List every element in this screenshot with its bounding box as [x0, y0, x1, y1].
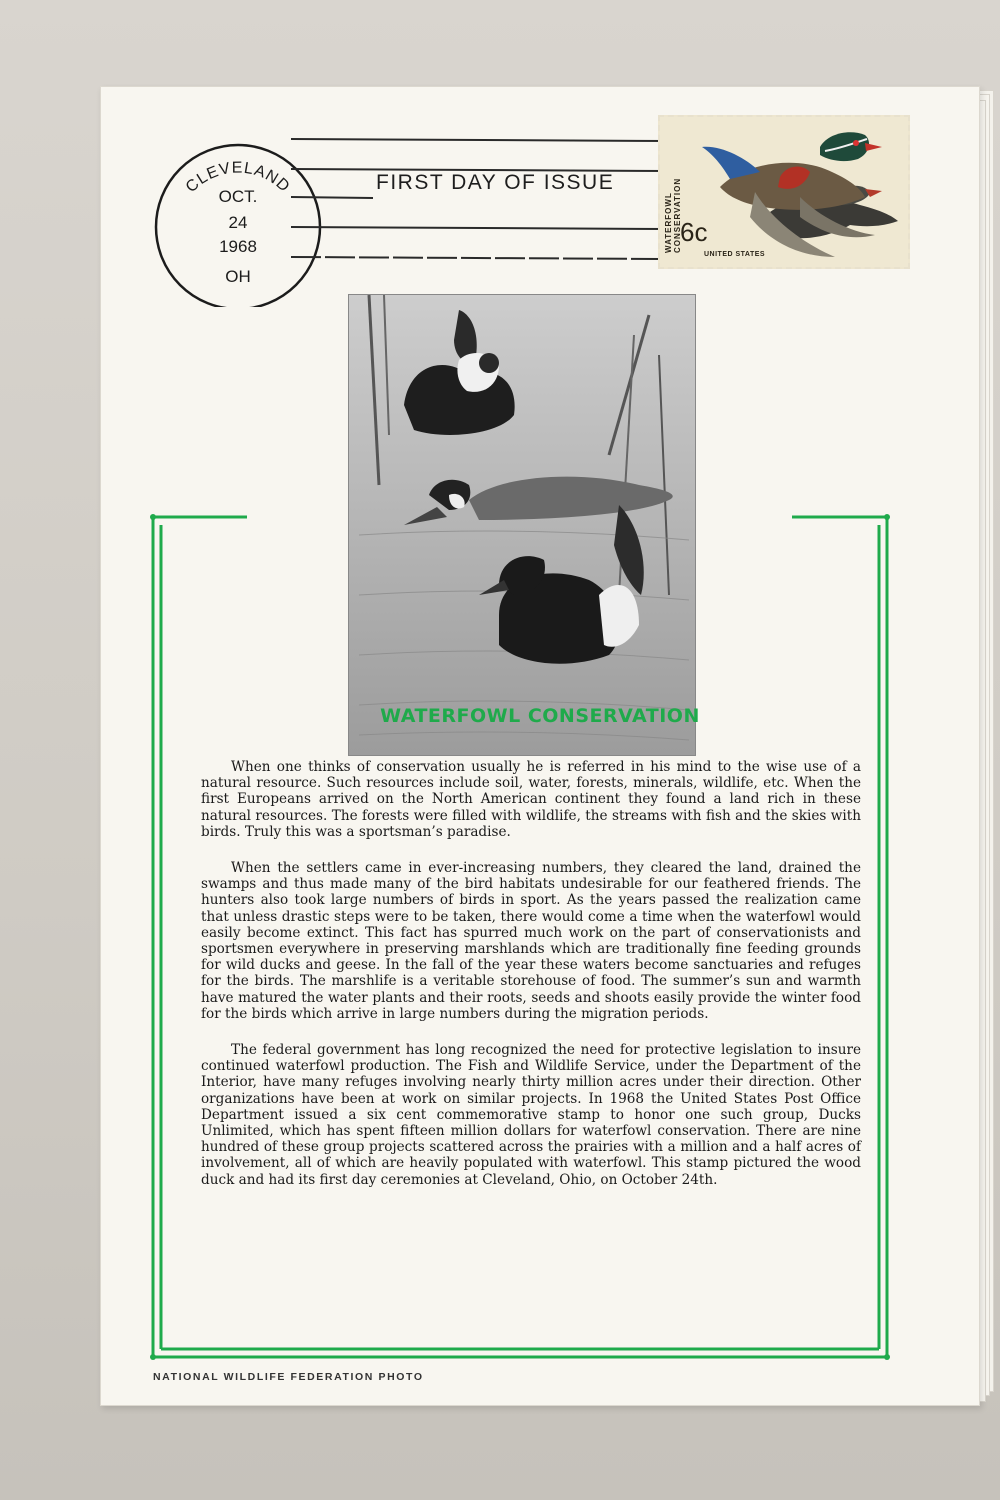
article-paragraph: When the settlers came in ever-increasing numbers, they cleared the land, drained the swamps and thus made many of the bird habitats undesirable for our feathered friends. The hunters also took large numbers of birds in sport. As the years passed the realization came that unless drastic steps were to be taken, there would come a time when the waterfowl would easily become extinct. This fact has spurred much work on the part of conservationists and sportsmen everywhere in preserving marshlands which are traditionally fine feeding grounds for wild ducks and geese. In the fall of the year these waters become sanctuaries and refuges for the birds. The marshlife is a veritable storehouse of food. The summer’s sun and warmth have matured the water plants and their roots, seeds and shoots easily provide the winter food for the birds which arrive in large numbers during the migration periods.: [201, 860, 861, 1022]
photo-credit: NATIONAL WILDLIFE FEDERATION PHOTO: [153, 1371, 424, 1383]
postage-stamp: [658, 115, 910, 269]
first-day-of-issue-text: FIRST DAY OF ISSUE: [376, 171, 615, 194]
commemorative-card: [100, 86, 980, 1406]
postmark-month: OCT.: [218, 187, 258, 206]
cancel-lines-icon: [291, 125, 671, 265]
postmark-year: 1968: [219, 237, 257, 256]
stamp-denomination: 6c: [680, 217, 708, 247]
article-paragraph: The federal government has long recognized the need for protective legislation to insure continued waterfowl production. The Fish and Wildlife Service, under the Department of the Interior, have many refuges involving nearly thirty million acres under their direction. Other organizations have been at work on similar projects. In 1968 the United States Post Office Department issued a six cent commemorative stamp to honor one such group, Ducks Unlimited, which has spent fifteen million dollars for waterfowl conservation. There are nine hundred of these group projects scattered across the prairies with a million and a half acres of involvement, all of which are heavily populated with waterfowl. This stamp pictured the wood duck and had its first day ceremonies at Cleveland, Ohio, on October 24th.: [201, 1042, 861, 1188]
article-title: WATERFOWL CONSERVATION: [380, 705, 700, 727]
postmark-state: OH: [225, 267, 251, 286]
postmark-city: CLEVELAND: [182, 159, 294, 197]
article-paragraph: When one thinks of conservation usually he is referred in his mind to the wise use of a natural resource. Such resources include soil, water, forests, minerals, wildlife, etc. When the first Europeans arrived on the North American continent they found a land rich in these natural resources. The forests were filled with wildlife, the streams with fish and the skies with birds. Truly this was a sportsman’s paradise.: [201, 759, 861, 840]
stamp-country: UNITED STATES: [704, 251, 766, 258]
postmark-day: 24: [228, 213, 248, 232]
stamp-vertical-text: WATERFOWL CONSERVATION: [664, 177, 682, 253]
article-body: [201, 759, 861, 1208]
